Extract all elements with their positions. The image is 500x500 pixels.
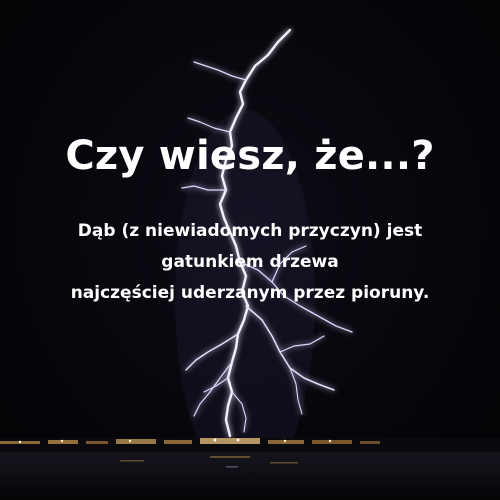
fact-text — [20, 216, 480, 309]
water — [0, 452, 500, 500]
fact-line-3: najczęściej uderzanym przez pioruny. — [70, 283, 430, 303]
fact-line-2: gatunkiem drzewa — [161, 252, 339, 272]
headline: Czy wiesz, że...? — [65, 133, 435, 179]
fact-line-1: Dąb (z niewiadomych przyczyn) jest — [77, 221, 423, 241]
city-lights — [0, 438, 500, 452]
